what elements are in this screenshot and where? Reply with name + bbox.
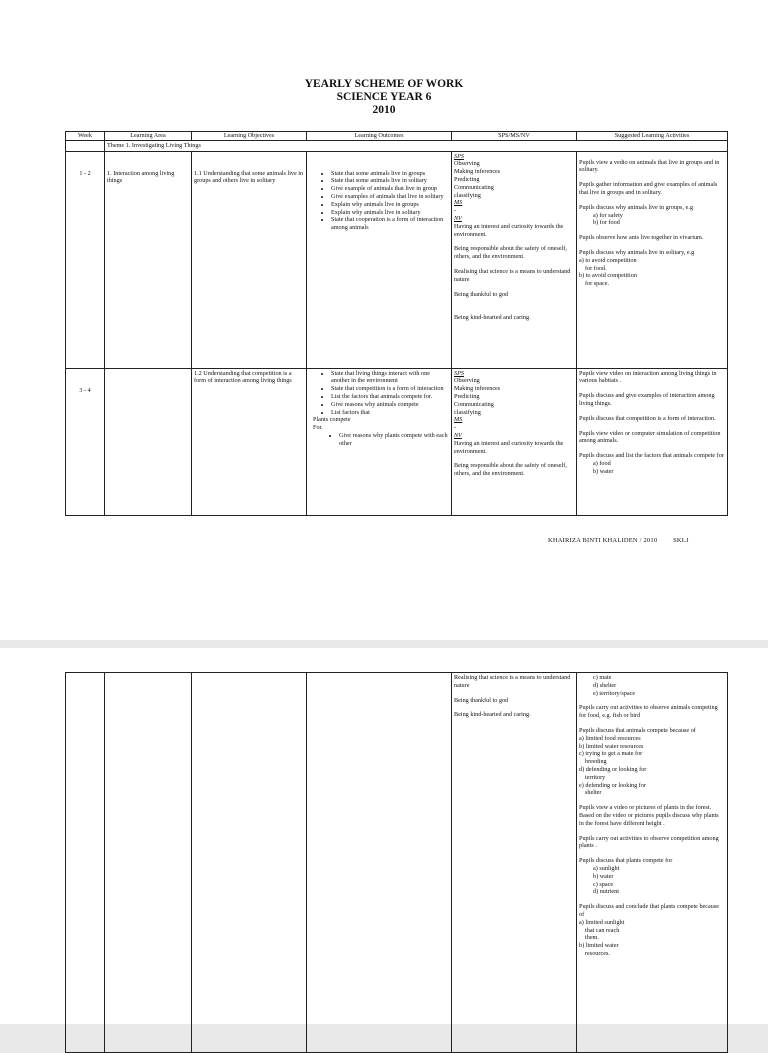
list-item: • Give examples of animals that live in solitary [331, 193, 449, 201]
list-item: • Give reasons why animals compete [331, 401, 449, 409]
week-cell: 1 - 2 [79, 169, 91, 177]
activity-text: Pupils discuss that animals compete because of [579, 726, 696, 734]
sps-ms-nv-cell [452, 673, 577, 1053]
list-item: Being kind-hearted and caring. [454, 711, 531, 719]
list-item: for food. [585, 264, 607, 272]
nv-heading: NV [454, 214, 462, 222]
activities-cell [577, 673, 728, 1053]
list-item: Making inferences [454, 385, 501, 393]
week-cell: 3 - 4 [79, 386, 91, 394]
sps-ms-nv-cell [452, 151, 577, 368]
list-item: Predicting [454, 175, 480, 183]
list-item: a) to avoid competition [579, 256, 637, 264]
list-item: • Explain why animals live in solitary [331, 209, 449, 217]
list-item: c) mate [593, 674, 612, 681]
table-row [66, 151, 728, 368]
list-item: e) defending or looking for [579, 781, 647, 789]
list-item: a) limited sunlight [579, 918, 625, 926]
list-item: • List factors that [331, 409, 449, 417]
learning-area-cell: 1. Interaction among living things [107, 169, 175, 185]
list-item: them. [585, 934, 599, 942]
list-item: • Give reasons why plants compete with each other [339, 432, 449, 448]
list-item: a) for safety [593, 211, 623, 219]
activity-text: Pupils discuss and conclude that plants compete because of [579, 903, 720, 918]
activity-text: Pupils carry out activities to observe competition among plants . [579, 834, 719, 850]
list-item: Realising that science is a means to understand nature [454, 674, 571, 689]
list-item: Being thankful to god [454, 696, 509, 704]
sps-ms-nv-cell [452, 368, 577, 515]
activity-text: Pupils discuss and list the factors that animals compete for [579, 452, 724, 460]
list-item: territory [585, 773, 606, 781]
header-suggested-activities: Suggested Learning Activities [577, 132, 728, 141]
theme-row [66, 140, 728, 151]
list-item: c) trying to get a mate for [579, 750, 643, 758]
list-item: for space. [585, 280, 610, 288]
activity-text: Pupils observe how ants live together in vivarium. [579, 234, 704, 242]
list-item: Observing [454, 160, 480, 168]
learning-objective-cell: 1.2 Understanding that competition is a form of interaction among living things [194, 369, 292, 385]
list-item: shelter [585, 789, 602, 797]
activities-cell [577, 151, 728, 368]
footer-school: SKLJ [673, 537, 689, 544]
ms-heading: MS [454, 416, 463, 424]
list-item: Being responsible about the safety of oneself, others, and the environment. [454, 245, 567, 261]
list-item: a) sunlight [593, 864, 620, 872]
list-item: • State that competition is a form of interaction [331, 385, 449, 393]
sps-heading: SPS [454, 369, 464, 377]
activity-text: Pupils discuss that competition is a form of interaction. [579, 414, 716, 422]
list-item: that can reach [585, 926, 620, 934]
footer-author: KHAIRIZA BINTI KHALIDEN / 2010 [548, 537, 658, 544]
theme-label: Theme 1. Investigating Living Things [105, 140, 728, 151]
list-item: • State that living things interact with one another in the environment [331, 370, 449, 386]
learning-outcomes-list [309, 170, 449, 232]
list-item: Being thankful to god [454, 290, 509, 298]
ms-heading: MS [454, 199, 463, 207]
list-item: d) shelter [593, 681, 617, 689]
list-item: • Give example of animals that live in group [331, 185, 449, 193]
list-item: d) defending or looking for [579, 765, 647, 773]
activity-text: Pupils view video or computer simulation of competition among animals. [579, 429, 721, 445]
list-item: b) limited water [579, 942, 619, 950]
table-row [66, 673, 728, 1053]
activity-text: Pupils discuss why animals live in groups, e.g [579, 203, 693, 211]
list-item: classifying [454, 191, 481, 199]
list-item: • Explain why animals live in groups [331, 201, 449, 209]
list-item: • State that some animals live in groups [331, 170, 449, 178]
list-item: Having an interest and curiosity towards the environment. [454, 222, 564, 238]
table-row [66, 368, 728, 515]
list-item: • List the factors that animals compete for. [331, 393, 449, 401]
list-item: Being responsible about the safety of oneself, others, and the environment. [454, 462, 567, 478]
sps-heading: SPS [454, 152, 464, 160]
list-item: b) for food [593, 219, 620, 227]
header-sps-ms-nv: SPS/MS/NV [452, 132, 577, 141]
list-item: • State that cooperation is a form of interaction among animals [331, 216, 449, 232]
activity-text: Pupils discuss that plants compete for [579, 857, 673, 865]
list-item: Communicating [454, 400, 494, 408]
list-item: b) limited water resources [579, 742, 644, 750]
learning-objective-cell: 1.1 Understanding that some animals live in groups and others live in solitary [194, 169, 304, 185]
document-subtitle: SCIENCE YEAR 6 [336, 91, 432, 103]
list-item: b) to avoid competition [579, 272, 637, 280]
list-item: Realising that science is a means to understand nature [454, 267, 571, 283]
table-header-row [66, 132, 728, 141]
activity-text: Pupils view a vedio on animals that live in groups and in solitary. [579, 158, 720, 174]
header-learning-objectives: Learning Objectives [192, 132, 307, 141]
nv-heading: NV [454, 431, 462, 439]
document-title: YEARLY SCHEME OF WORK [304, 78, 464, 90]
list-item: Being kind-hearted and caring. [454, 314, 531, 322]
activities-cell [577, 368, 728, 515]
list-item: c) space [593, 880, 614, 888]
page-footer [548, 537, 703, 544]
list-item: Communicating [454, 183, 494, 191]
document-title-block [0, 78, 768, 117]
learning-outcomes-list [309, 370, 449, 417]
list-item: d) nutrient [593, 888, 619, 896]
list-item: breeding [585, 758, 607, 766]
scheme-table [65, 131, 728, 516]
plants-line: Plants compete [313, 416, 351, 424]
list-item: b) water [593, 467, 614, 475]
list-item: a) food [593, 459, 611, 467]
document-year: 2010 [372, 104, 396, 116]
list-item: Predicting [454, 392, 480, 400]
document-page-2 [0, 648, 768, 1024]
activity-text: Pupils discuss and give examples of interaction among living things. [579, 392, 715, 407]
scheme-table-continued [65, 672, 728, 1053]
activity-text: Pupils discuss why animals live in solitary, e.g [579, 248, 695, 256]
list-item: classifying [454, 408, 481, 416]
activity-text: Pupils gather information and give examples of animals that live in groups and in solitary. [579, 181, 718, 196]
list-item: Having an interest and curiosity towards the environment. [454, 439, 564, 455]
header-learning-outcomes: Learning Outcomes [307, 132, 452, 141]
activity-text: Pupils view a video or pictures of plants in the forest. Based on the video or pictures pupils discuss why plants in the forest have different height . [579, 804, 719, 827]
list-item: a) limited food resources [579, 734, 641, 742]
plants-line: For. [313, 424, 323, 432]
header-learning-area: Learning Area [105, 132, 192, 141]
list-item: resources. [585, 949, 610, 957]
list-item: Observing [454, 377, 480, 385]
ms-dash: - [454, 207, 457, 215]
activity-text: Pupils view video on interaction among living things in various habitats . [579, 369, 717, 385]
list-item: e) territory/space [593, 689, 636, 697]
list-item: Making inferences [454, 168, 501, 176]
activity-text: Pupils carry out activities to observe animals competing for food, e.g. fish or bird [579, 704, 718, 720]
ms-dash: - [454, 424, 457, 432]
list-item: • State that some animals live in solitary [331, 177, 449, 185]
list-item: b) water [593, 872, 614, 880]
header-week: Week [66, 132, 105, 141]
